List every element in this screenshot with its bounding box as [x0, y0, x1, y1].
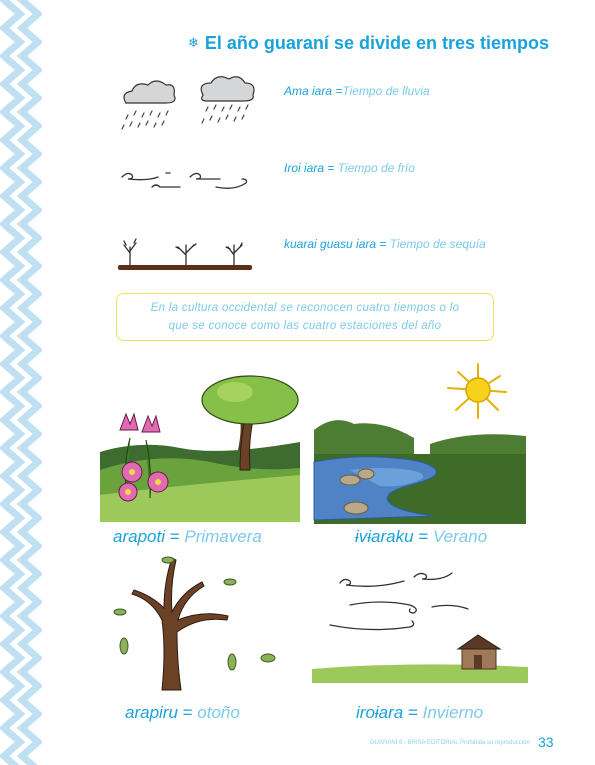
snowflake-icon: ❄ — [188, 35, 199, 50]
weather-cold-text: Iroi iara = Tiempo de frío — [284, 161, 415, 175]
rain-clouds-icon — [118, 75, 268, 137]
dry-bushes-icon — [116, 235, 256, 275]
autumn-tree-icon — [100, 550, 290, 700]
season-summer-label: ɨvɨaraku = Verano — [355, 527, 488, 546]
summer-river-icon — [310, 358, 530, 528]
zigzag-border — [0, 0, 42, 765]
wind-icon — [118, 165, 258, 197]
season-winter-label: iroɨara = Invierno — [356, 703, 484, 722]
note-box: En la cultura occidental se reconocen cuatro tiempos o lo que se conoce como las cuatro estaciones del año — [116, 293, 494, 341]
footer-text: GUARANÍ 6 - BRISA EDITORIAL Prohibida su reproducción — [370, 740, 530, 746]
weather-rain-text: Ama iara =Tiempo de lluvia — [284, 84, 430, 98]
page-title: ❄ El año guaraní se divide en tres tiempos — [188, 33, 550, 53]
spring-landscape-icon — [100, 370, 300, 525]
season-spring-label: arapoti = Primavera — [113, 527, 262, 546]
page-number: 33 — [538, 734, 554, 750]
season-autumn-label: arapiru = otoño — [125, 703, 240, 722]
winter-house-icon — [310, 565, 530, 685]
weather-dry-text: kuarai guasu iara = Tiempo de sequía — [284, 237, 486, 251]
